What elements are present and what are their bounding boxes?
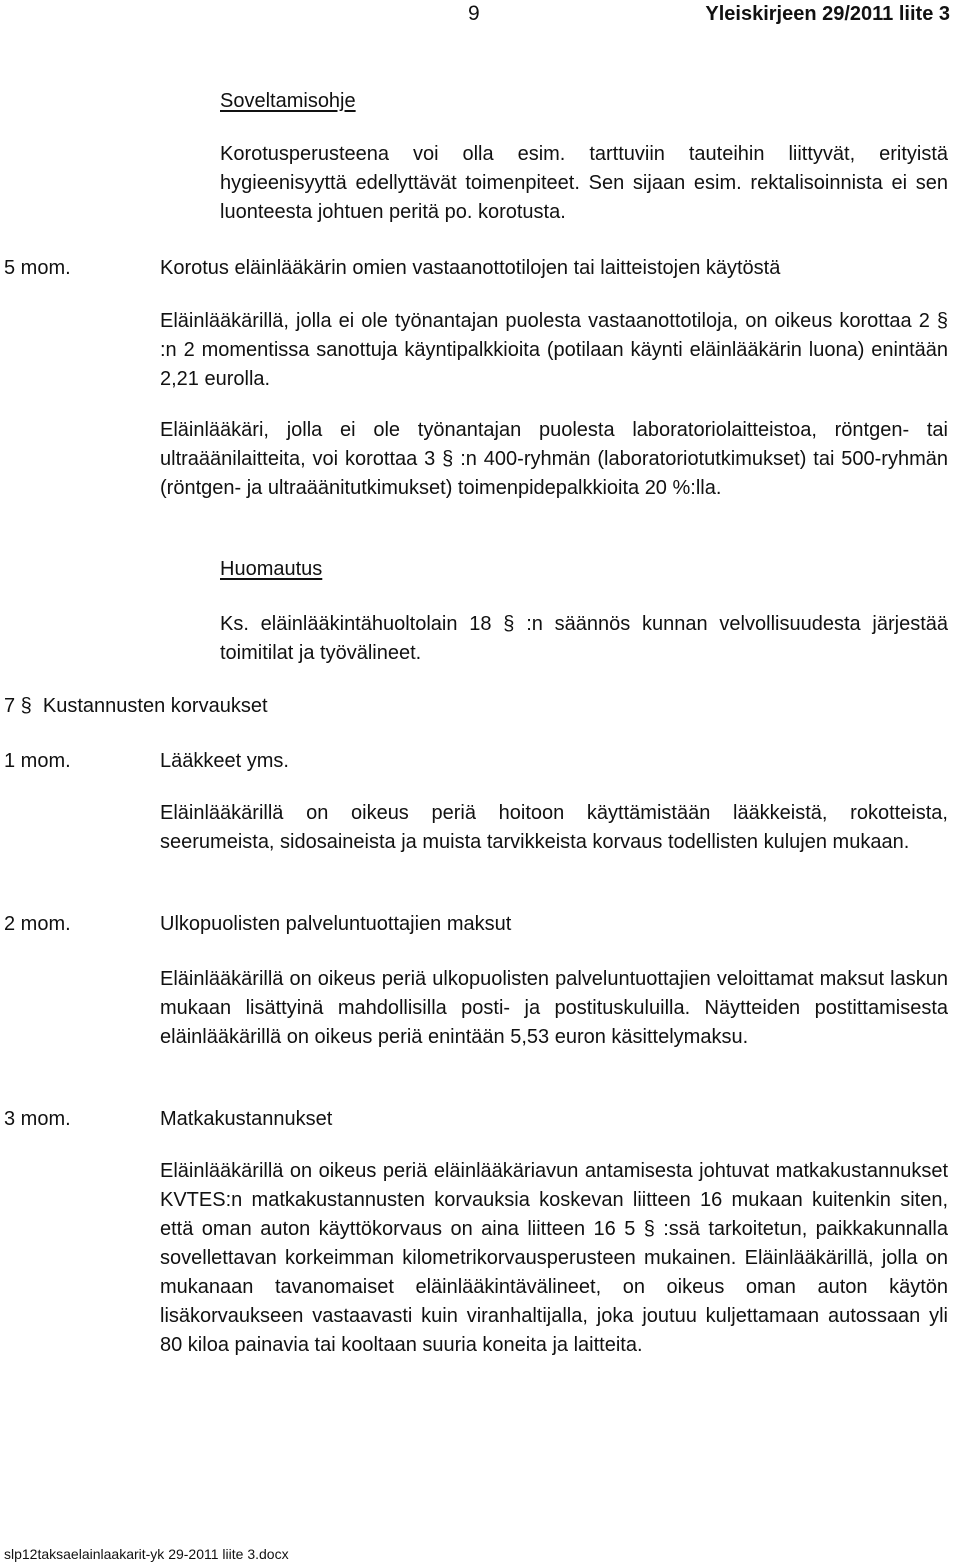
mom1-body: Eläinlääkärillä on oikeus periä hoitoon käyttämistään lääkkeistä, rokotteista, seerumeista, sidosaineista ja muista tarvikkeista korvaus todellisten kulujen mukaan.	[160, 802, 948, 853]
soveltamisohje-heading: Soveltamisohje	[220, 90, 356, 112]
mom5-paragraph-1: Eläinlääkärillä, jolla ei ole työnantajan puolesta vastaanottotiloja, on oikeus korottaa 2 § :n 2 momentissa sanottuja käyntipalkkioita (potilaan käynti eläinlääkärin luona) enintään 2,21 eurolla.	[160, 310, 948, 390]
mom5-heading: Korotus eläinlääkärin omien vastaanottotilojen tai laitteistojen käytöstä	[160, 257, 781, 279]
mom2-body: Eläinlääkärillä on oikeus periä ulkopuolisten palveluntuottajien veloittamat maksut laskun mukaan lisättyinä mahdollisilla posti- ja postituskuluilla. Näytteiden postittamisesta eläinlääkärillä on oikeus periä enintään 5,53 euron käsittelymaksu.	[160, 968, 948, 1048]
mom3-heading: Matkakustannukset	[160, 1108, 333, 1130]
mom3-number: 3 mom.	[4, 1108, 71, 1130]
document-header-title: Yleiskirjeen 29/2011 liite 3	[705, 3, 950, 25]
mom1-number: 1 mom.	[4, 750, 71, 772]
huomautus-heading: Huomautus	[220, 558, 323, 580]
mom1-heading: Lääkkeet yms.	[160, 750, 289, 772]
section-7-title: 7 § Kustannusten korvaukset	[4, 695, 268, 717]
mom3-body: Eläinlääkärillä on oikeus periä eläinlääkäriavun antamisesta johtuvat matkakustannukset KVTES:n matkakustannusten korvauksia koskevan liitteen 16 mukaan kuitenkin siten, että oman auton käyttökorvaus on aina liitteen 16 5 § :ssä tarkoitetun, paikkakunnalla sovellettavan korkeimman kilometrikorvausperusteen mukainen. Eläinlääkärillä, jolla on mukanaan tavanomaiset eläinlääkintävälineet, on oikeus oman auton käytön lisäkorvaukseen vastaavasti kuin viranhaltijalla, joka joutuu kuljettamaan autossaan yli 80 kiloa painavia tai kooltaan suuria koneita ja laitteita.	[160, 1160, 948, 1356]
huomautus-body: Ks. eläinlääkintähuoltolain 18 § :n säännös kunnan velvollisuudesta järjestää toimitilat ja työvälineet.	[220, 613, 948, 664]
mom5-number: 5 mom.	[4, 257, 71, 279]
soveltamisohje-body: Korotusperusteena voi olla esim. tarttuviin tauteihin liittyvät, erityistä hygieenisyyttä edellyttävät toimenpiteet. Sen sijaan esim. rektalisoinnista ei sen luonteesta johtuen peritä po. korotusta.	[220, 143, 948, 223]
mom2-heading: Ulkopuolisten palveluntuottajien maksut	[160, 913, 512, 935]
page-number: 9	[468, 2, 480, 25]
footer-filename: slp12taksaelainlaakarit-yk 29-2011 liite 3.docx	[4, 1546, 289, 1562]
mom5-paragraph-2: Eläinlääkäri, jolla ei ole työnantajan puolesta laboratoriolaitteistoa, röntgen- tai ultraäänilaitteita, voi korottaa 3 § :n 400-ryhmän (laboratoriotutkimukset) tai 500-ryhmän (röntgen- ja ultraäänitutkimukset) toimenpidepalkkioita 20 %:lla.	[160, 419, 948, 499]
mom2-number: 2 mom.	[4, 913, 71, 935]
